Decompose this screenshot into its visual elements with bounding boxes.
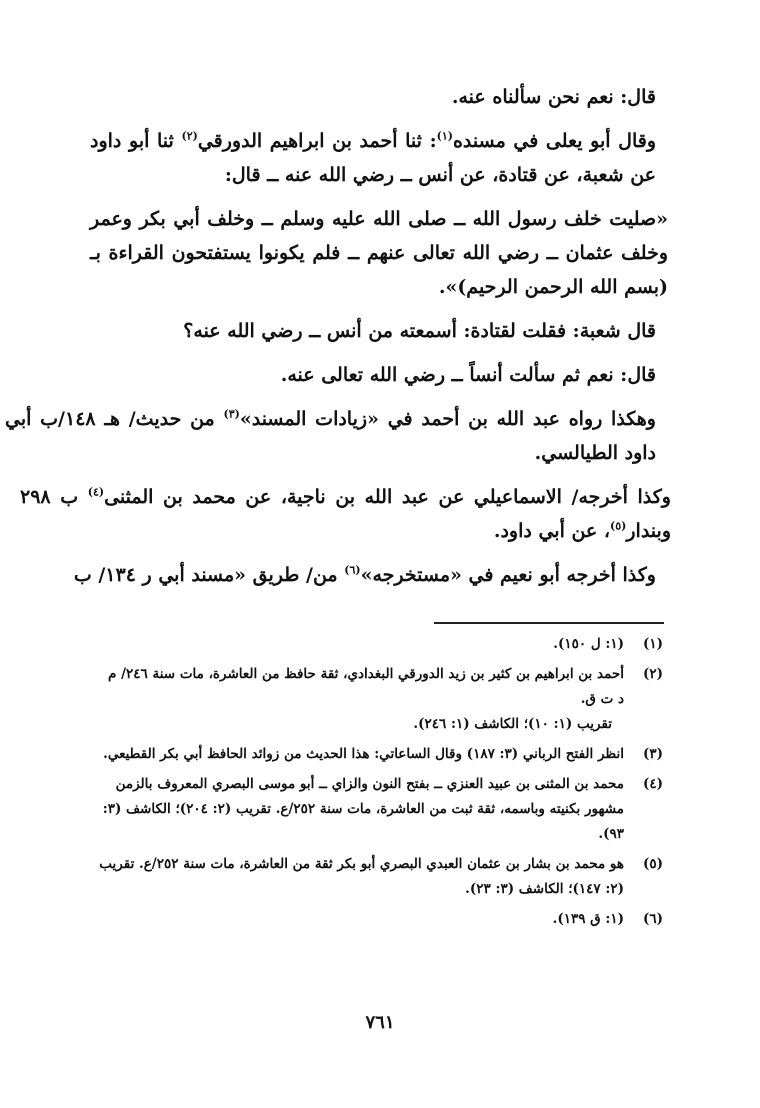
paragraph-text: قال شعبة: فقلت لقتادة: أسمعته من أنس ــ رضي الله عنه؟ <box>183 320 656 342</box>
footnote-ref: (٥) <box>610 519 627 533</box>
paragraph-text: من حديث/ هـ ١٤٨/ب أبي داود الطيالسي. <box>5 408 656 464</box>
main-text <box>5 80 682 602</box>
paragraph-text: وهكذا رواه عبد الله بن أحمد في «زيادات المسند» <box>239 408 656 430</box>
footnote-6 <box>98 907 670 932</box>
paragraph-text: «صليت خلف رسول الله ــ صلى الله عليه وسلم ــ وخلف أبي بكر وعمر وخلف عثمان ــ رضي الله تعالى عنهم ــ فلم يكونوا يستفتحون القراءة بـ (بسم الله الرحمن الرحيم)». <box>90 208 668 298</box>
footnote-1 <box>98 632 670 657</box>
paragraph-1 <box>90 80 682 114</box>
paragraph-text: ، عن أبي داود. <box>493 520 611 542</box>
paragraph-2 <box>90 124 682 192</box>
paragraph-text: ثنا أبو داود عن شعبة، عن قتادة، عن أنس ــ رضي الله عنه ــ قال: <box>90 130 656 186</box>
footnote-3 <box>98 742 670 767</box>
footnote-number: (٢) <box>642 666 664 682</box>
paragraph-text: قال: نعم نحن سألناه عنه. <box>451 86 656 108</box>
footnote-2 <box>98 662 670 737</box>
footnote-text: انظر الفتح الرباني (٣: ١٨٧) وقال الساعاتي: هذا الحديث من زوائد الحافظ أبي بكر القطيعي. <box>103 746 624 762</box>
footnote-number: (٣) <box>642 746 664 762</box>
paragraph-text: وكذا أخرجه أبو نعيم في «مستخرجه» <box>360 564 656 586</box>
paragraph-4 <box>90 314 682 348</box>
footnote-text: تقريب (١: ١٠)؛ الكاشف (١: ٢٤٦). <box>413 716 612 732</box>
paragraph-text: قال: نعم ثم سألت أنساً ــ رضي الله تعالى عنه. <box>280 364 656 386</box>
paragraph-3 <box>90 202 682 304</box>
footnote-5 <box>98 852 670 902</box>
footnote-ref: (١) <box>436 129 453 143</box>
footnote-divider <box>434 622 664 624</box>
footnote-text: (١: ق ١٣٩). <box>552 911 624 927</box>
footnote-text: أحمد بن ابراهيم بن كثير بن زيد الدورقي البغدادي، ثقة حافظ من العاشرة، مات سنة ٢٤٦/ م د ت ق. <box>108 666 624 707</box>
footnote-ref: (٦) <box>344 563 361 577</box>
paragraph-text: وكذا أخرجه/ الاسماعيلي عن عبد الله بن ناجية، عن محمد بن المثنى <box>104 486 671 508</box>
footnote-ref: (٤) <box>87 485 105 499</box>
footnote-number: (٤) <box>642 776 664 792</box>
paragraph-7 <box>20 480 697 548</box>
footnote-text: هو محمد بن بشار بن عثمان العبدي البصري أبو بكر ثقة من العاشرة، مات سنة ٢٥٢/ع. تقريب (٢: ١٤٧)؛ الكاشف (٣: ٢٣). <box>99 856 624 897</box>
footnote-text: محمد بن المثنى بن عبيد العنزي ــ بفتح النون والزاي ــ أبو موسى البصري المعروف بالزمن مشهور بكنيته وباسمه، ثقة ثبت من العاشرة، مات سنة ٢٥٢/ع. تقريب (٢: ٢٠٤)؛ الكاشف (٣: ٩٣). <box>102 776 624 842</box>
footnote-number: (٥) <box>642 856 664 872</box>
paragraph-6 <box>5 402 682 470</box>
footnote-text: (١: ل ١٥٠). <box>553 636 624 652</box>
footnote-ref: (٢) <box>181 129 198 143</box>
paragraph-text: وقال أبو يعلى في مسنده <box>452 130 657 152</box>
paragraph-8 <box>5 558 682 592</box>
paragraph-text: ب ٢٩٨ وبندار <box>20 486 671 542</box>
footnotes <box>98 632 670 937</box>
paragraph-5 <box>90 358 682 392</box>
footnote-number: (٦) <box>642 911 664 927</box>
footnote-ref: (٣) <box>223 407 240 421</box>
paragraph-text: من/ طريق «مسند أبي ر ١٣٤/ ب <box>73 564 345 586</box>
footnote-number: (١) <box>642 636 664 652</box>
page-number: ٧٦١ <box>365 1012 395 1033</box>
footnote-4 <box>98 772 670 847</box>
paragraph-text: : ثنا أحمد بن ابراهيم الدورقي <box>197 130 437 152</box>
